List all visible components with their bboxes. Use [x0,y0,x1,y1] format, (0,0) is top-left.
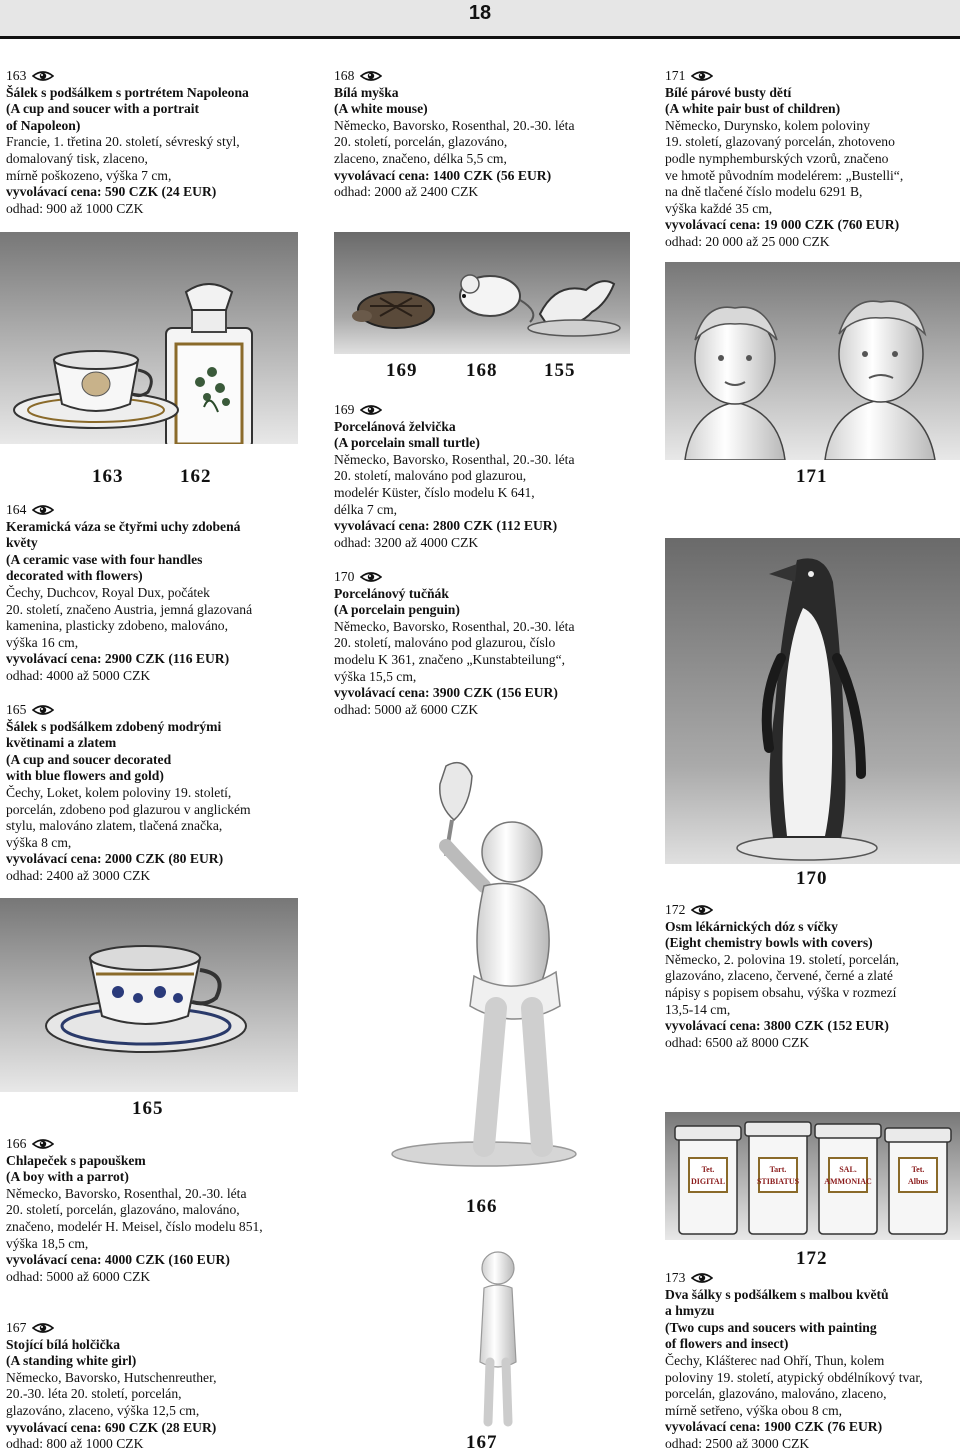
entry-title-en: (A boy with a parrot) [6,1169,129,1185]
jar-label-text: STIBIATUS [756,1177,800,1186]
eye-icon [360,404,382,416]
entry-desc: glazováno, zlaceno, výška 12,5 cm, [6,1402,200,1418]
jar-label-text: AMMONIAC [824,1177,872,1186]
entry-title-cs: Porcelánový tučňák [334,585,449,601]
photo-label: 155 [544,360,576,381]
entry-starting-price: vyvolávací cena: 690 CZK (28 EUR) [6,1419,217,1435]
entry-desc: 20. století, malováno pod glazurou, [334,468,527,484]
entry-desc: podle nymphemburských vzorů, značeno [665,150,889,166]
entry-title-en: (A white mouse) [334,101,428,117]
entry-number: 169 [334,402,355,417]
entry-title-cs: Osm lékárnických dóz s víčky [665,918,838,934]
entry-desc: zlaceno, značeno, délka 5,5 cm, [334,150,507,166]
entry-title-cs: Šálek s podšálkem s portrétem Napoleona [6,84,249,100]
entry-number: 168 [334,68,355,83]
entry-title-cs: Stojící bílá holčička [6,1336,121,1352]
entry-desc: značeno, modelér H. Meisel, číslo modelu 851, [6,1218,263,1234]
photo-170 [665,538,960,864]
entry-title-cs: Keramická váza se čtyřmi uchy zdobená [6,518,241,534]
entry-desc: Francie, 1. třetina 20. století, sévreský styl, [6,134,240,150]
entry-desc: porcelán, glazováno, malováno, zlaceno, [665,1386,887,1402]
photo-167 [454,1232,540,1432]
eye-icon [32,1138,54,1150]
entry-desc: porcelán, zdobeno pod glazurou v anglickém [6,801,251,817]
entry-desc: výška každé 35 cm, [665,200,773,216]
entry-title-cs: Šálek s podšálkem zdobený modrými [6,718,222,734]
entry-title-cs: květy [6,535,38,551]
photo-169-168-155 [334,232,630,354]
entry-desc: domalovaný tisk, zlaceno, [6,150,148,166]
page-header-band [0,0,960,36]
entry-title-en: (Two cups and soucers with painting [665,1319,877,1335]
entry-number: 166 [6,1136,27,1151]
entry-estimate: odhad: 5000 až 6000 CZK [334,701,479,717]
entry-starting-price: vyvolávací cena: 1400 CZK (56 EUR) [334,167,552,183]
entry-number: 167 [6,1320,27,1335]
page-number: 18 [468,2,492,24]
entry-starting-price: vyvolávací cena: 1900 CZK (76 EUR) [665,1419,883,1435]
entry-title-cs: Chlapeček s papouškem [6,1152,146,1168]
entry-number: 165 [6,702,27,717]
entry-estimate: odhad: 800 až 1000 CZK [6,1436,144,1452]
catalog-entry-172 [665,902,899,1051]
entry-desc: výška 16 cm, [6,634,79,650]
catalog-entry-169 [334,402,574,551]
entry-title-en: (A porcelain small turtle) [334,435,480,451]
entry-desc: Německo, Bavorsko, Rosenthal, 20.-30. léta [6,1185,247,1201]
catalog-entry-167 [6,1320,216,1453]
eye-icon [32,704,54,716]
entry-title-en: of Napoleon) [6,117,81,133]
entry-desc: výška 15,5 cm, [334,668,417,684]
entry-desc: výška 8 cm, [6,834,72,850]
jar-label-text: Tet. [701,1165,715,1174]
entry-starting-price: vyvolávací cena: 2900 CZK (116 EUR) [6,651,230,667]
photo-171 [665,262,960,460]
photo-165 [0,898,298,1092]
entry-estimate: odhad: 6500 až 8000 CZK [665,1034,810,1050]
entry-desc: 20. století, malováno pod glazurou, číslo [334,635,556,651]
jar-label-text: Albus [907,1177,929,1186]
entry-estimate: odhad: 4000 až 5000 CZK [6,667,151,683]
entry-desc: Německo, 2. polovina 19. století, porcelán, [665,951,900,967]
eye-icon [691,1272,713,1284]
entry-starting-price: vyvolávací cena: 2000 CZK (80 EUR) [6,851,224,867]
entry-title-cs: a hmyzu [665,1303,715,1319]
catalog-entry-164 [6,502,252,685]
entry-number: 163 [6,68,27,83]
entry-desc: ve hmotě původním modelérem: „Bustelli“, [665,167,904,183]
entry-title-en: decorated with flowers) [6,568,143,584]
photo-163-162 [0,232,298,444]
entry-desc: na dně tlačené číslo modelu 6291 B, [665,184,863,200]
photo-label: 162 [180,466,212,487]
entry-desc: mírně poškozeno, výška 7 cm, [6,167,172,183]
entry-starting-price: vyvolávací cena: 2800 CZK (112 EUR) [334,518,558,534]
entry-estimate: odhad: 3200 až 4000 CZK [334,534,479,550]
entry-desc: modelu K 361, značeno „Kunstabteilung“, [334,651,566,667]
photo-label: 166 [466,1196,498,1217]
entry-title-cs: květinami a zlatem [6,735,117,751]
entry-desc: mírně setřeno, výška obou 8 cm, [665,1402,843,1418]
entry-desc: 20.-30. léta 20. století, porcelán, [6,1386,182,1402]
photo-label: 170 [796,868,828,889]
photo-label: 172 [796,1248,828,1269]
entry-estimate: odhad: 2400 až 3000 CZK [6,867,151,883]
entry-desc: Německo, Bavorsko, Rosenthal, 20.-30. léta [334,117,575,133]
photo-label: 169 [386,360,418,381]
entry-number: 170 [334,569,355,584]
entry-title-en: with blue flowers and gold) [6,768,164,784]
entry-number: 172 [665,902,686,917]
photo-label: 168 [466,360,498,381]
eye-icon [360,571,382,583]
photo-label: 163 [92,466,124,487]
entry-desc: poloviny 19. století, atypický obdélníkový tvar, [665,1369,923,1385]
entry-starting-price: vyvolávací cena: 3800 CZK (152 EUR) [665,1018,889,1034]
entry-starting-price: vyvolávací cena: 3900 CZK (156 EUR) [334,685,558,701]
entry-desc: výška 18,5 cm, [6,1235,89,1251]
entry-estimate: odhad: 2500 až 3000 CZK [665,1435,810,1451]
photo-166 [334,736,630,1170]
entry-title-en: (A porcelain penguin) [334,602,460,618]
entry-desc: kamenina, plasticky zdobeno, malováno, [6,618,228,634]
entry-starting-price: vyvolávací cena: 4000 CZK (160 EUR) [6,1252,230,1268]
entry-desc: Německo, Durynsko, kolem poloviny [665,117,871,133]
entry-desc: 19. století, glazovaný porcelán, zhotoveno [665,134,895,150]
eye-icon [32,504,54,516]
entry-title-en: (A cup and soucer decorated [6,751,172,767]
entry-number: 173 [665,1270,686,1285]
eye-icon [360,70,382,82]
entry-title-cs: Porcelánová želvička [334,418,456,434]
entry-desc: stylu, malováno zlatem, tlačená značka, [6,818,223,834]
entry-desc: délka 7 cm, [334,501,398,517]
catalog-entry-165 [6,702,251,885]
jar-label-text: DIGITAL [690,1177,726,1186]
entry-starting-price: vyvolávací cena: 590 CZK (24 EUR) [6,184,217,200]
entry-title-en: (A standing white girl) [6,1353,137,1369]
entry-title-en: of flowers and insect) [665,1336,789,1352]
entry-title-cs: Bílá myška [334,84,399,100]
entry-desc: Čechy, Loket, kolem poloviny 19. století, [6,784,232,800]
catalog-entry-166 [6,1136,263,1285]
entry-title-cs: Bílé párové busty dětí [665,84,792,100]
catalog-entry-168 [334,68,574,201]
entry-estimate: odhad: 900 až 1000 CZK [6,200,144,216]
entry-title-en: (A white pair bust of children) [665,101,841,117]
catalog-entry-171 [665,68,903,251]
entry-desc: Německo, Bavorsko, Rosenthal, 20.-30. léta [334,618,575,634]
photo-172 [665,1112,960,1240]
entry-desc: 20. století, porcelán, glazováno, malováno, [6,1202,240,1218]
entry-desc: Čechy, Klášterec nad Ohří, Thun, kolem [665,1352,885,1368]
jar-label-text: Tet. [911,1165,925,1174]
entry-desc: modelér Küster, číslo modelu K 641, [334,484,535,500]
eye-icon [32,70,54,82]
jar-label-text: Tart. [769,1165,787,1174]
eye-icon [691,70,713,82]
header-rule [0,36,960,39]
catalog-entry-173 [665,1270,923,1453]
entry-title-en: (A ceramic vase with four handles [6,551,203,567]
photo-label: 167 [466,1432,498,1453]
entry-desc: 13,5-14 cm, [665,1001,731,1017]
catalog-entry-170 [334,569,574,718]
entry-estimate: odhad: 20 000 až 25 000 CZK [665,233,830,249]
catalog-entry-163 [6,68,249,217]
entry-title-en: (A cup and soucer with a portrait [6,101,200,117]
entry-desc: 20. století, značeno Austria, jemná glazovaná [6,601,253,617]
entry-estimate: odhad: 5000 až 6000 CZK [6,1268,151,1284]
entry-desc: 20. století, porcelán, glazováno, [334,134,508,150]
entry-desc: Čechy, Duchcov, Royal Dux, počátek [6,584,210,600]
photo-label: 171 [796,466,828,487]
entry-desc: nápisy s popisem obsahu, výška v rozmezí [665,984,897,1000]
entry-title-en: (Eight chemistry bowls with covers) [665,935,873,951]
entry-desc: Německo, Bavorsko, Rosenthal, 20.-30. léta [334,451,575,467]
entry-desc: glazováno, zlaceno, červené, černé a zlaté [665,968,893,984]
entry-estimate: odhad: 2000 až 2400 CZK [334,184,479,200]
entry-number: 164 [6,502,27,517]
eye-icon [32,1322,54,1334]
entry-number: 171 [665,68,686,83]
entry-starting-price: vyvolávací cena: 19 000 CZK (760 EUR) [665,217,900,233]
jar-label-text: SAL. [839,1165,857,1174]
entry-title-cs: Dva šálky s podšálkem s malbou květů [665,1286,889,1302]
entry-desc: Německo, Bavorsko, Hutschenreuther, [6,1369,217,1385]
photo-label: 165 [132,1098,164,1119]
eye-icon [691,904,713,916]
